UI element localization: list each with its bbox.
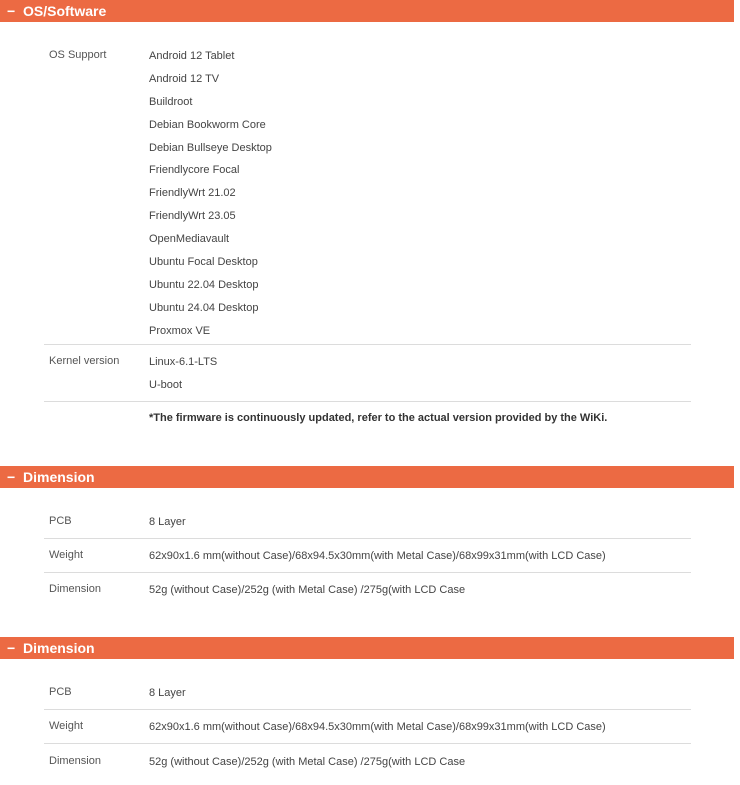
spec-label: Dimension [49, 583, 101, 595]
spec-value: Ubuntu Focal Desktop [149, 256, 258, 269]
spec-label: Kernel version [49, 355, 120, 367]
spec-value: 62x90x1.6 mm(without Case)/68x94.5x30mm(with Metal Case)/68x99x31mm(with LCD Case) [149, 721, 606, 733]
section-title: Dimension [23, 640, 95, 656]
spec-value: Linux-6.1-LTS [149, 356, 218, 368]
section-title: Dimension [23, 469, 95, 485]
spec-value: 52g (without Case)/252g (with Metal Case) /275g(with LCD Case [149, 584, 466, 596]
section-title: OS/Software [23, 3, 107, 19]
spec-value: Android 12 TV [149, 72, 220, 85]
spec-value: 8 Layer [149, 516, 186, 528]
spec-values [149, 49, 272, 347]
spec-value: OpenMediavault [149, 233, 230, 246]
spec-value: Ubuntu 24.04 Desktop [149, 301, 259, 314]
row-divider [44, 743, 691, 744]
spec-label: OS Support [49, 49, 107, 61]
row-divider [44, 572, 691, 573]
spec-value: Debian Bookworm Core [149, 118, 266, 131]
spec-value: Android 12 Tablet [149, 50, 235, 62]
spec-value: Friendlycore Focal [149, 164, 240, 177]
collapse-toggle-icon[interactable]: − [7, 469, 16, 485]
spec-value: U-boot [149, 378, 183, 391]
collapse-toggle-icon[interactable]: − [7, 640, 16, 656]
spec-value: Debian Bullseye Desktop [149, 141, 272, 154]
firmware-note: *The firmware is continuously updated, refer to the actual version provided by the WiKi. [149, 412, 608, 424]
spec-value: Ubuntu 22.04 Desktop [149, 278, 259, 291]
spec-value: 62x90x1.6 mm(without Case)/68x94.5x30mm(with Metal Case)/68x99x31mm(with LCD Case) [149, 550, 606, 562]
spec-label: PCB [49, 686, 72, 698]
row-divider [44, 538, 691, 539]
row-divider [44, 709, 691, 710]
spec-label: PCB [49, 515, 72, 527]
section-header-dimension[interactable] [0, 637, 734, 659]
spec-label: Weight [49, 549, 84, 561]
collapse-toggle-icon[interactable]: − [7, 3, 16, 19]
spec-label: Dimension [49, 755, 101, 767]
spec-label: Weight [49, 720, 84, 732]
spec-value: 52g (without Case)/252g (with Metal Case) /275g(with LCD Case [149, 756, 466, 768]
spec-value: 8 Layer [149, 687, 186, 699]
spec-value: Proxmox VE [149, 324, 211, 337]
row-divider [44, 401, 691, 402]
spec-value: FriendlyWrt 23.05 [149, 210, 236, 223]
spec-value: FriendlyWrt 21.02 [149, 187, 236, 200]
spec-values [149, 355, 217, 401]
section-header-os-software[interactable] [0, 0, 734, 22]
row-divider [44, 344, 691, 345]
section-header-dimension[interactable] [0, 466, 734, 488]
spec-value: Buildroot [149, 95, 193, 108]
